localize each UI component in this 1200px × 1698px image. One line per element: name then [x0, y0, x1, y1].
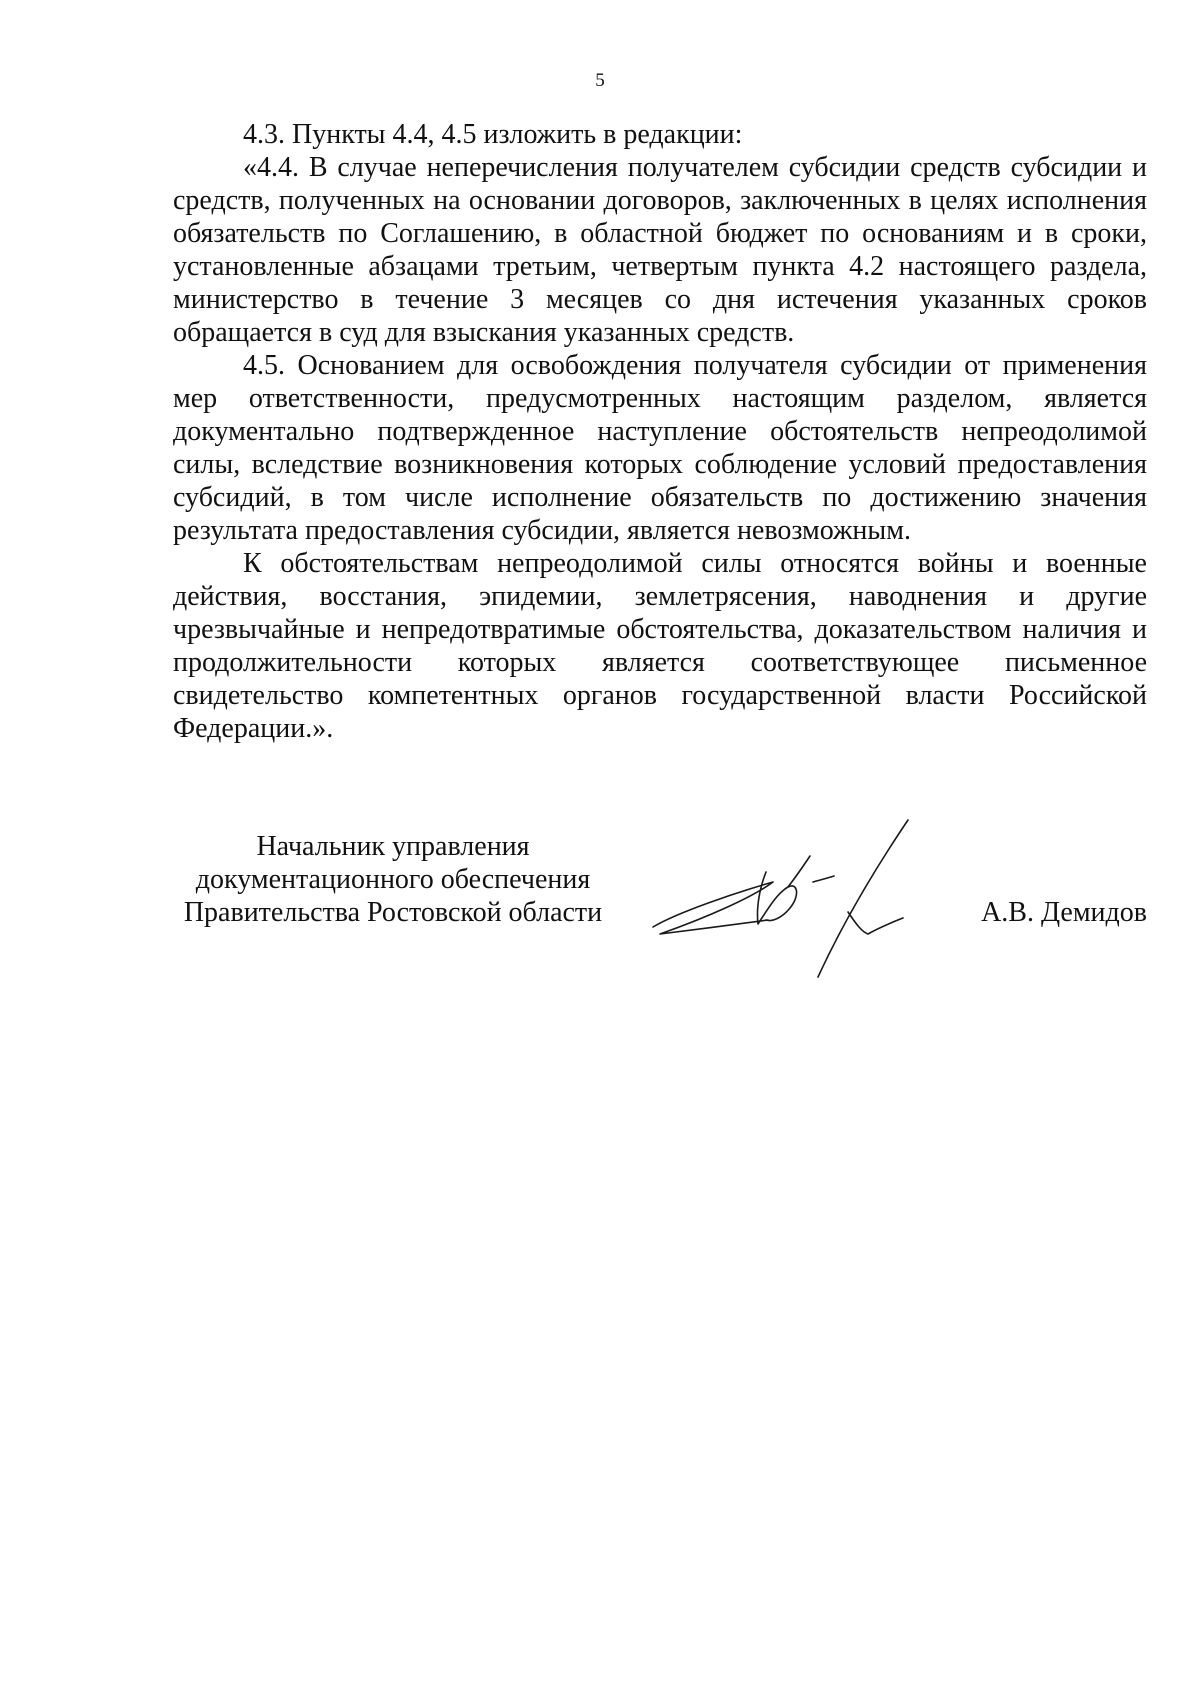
signer-position-line: документационного обеспечения [195, 864, 591, 895]
signer-position [173, 830, 613, 929]
document-body [173, 118, 1147, 745]
signer-position-line: Правительства Ростовской области [183, 897, 603, 928]
paragraph-clause-4-5: 4.5. Основанием для освобождения получателя субсидии от применения мер ответственности, предусмотренных настоящим разделом, является документально подтвержденное наступление обстоятельств непреодолимой силы, вследствие возникновения которых соблюдение условий предоставления субсидий, в том числе исполнение обязательств по достижению значения результата предоставления субсидии, является невозможным. [173, 350, 1147, 546]
paragraph-force-majeure: К обстоятельствам непреодолимой силы относятся войны и военные действия, восстания, эпидемии, землетрясения, наводнения и другие чрезвычайные и непредотвратимые обстоятельства, доказательством наличия и продолжительности которых является соответствующее письменное свидетельство компетентных органов государственной власти Российской Федерации.». [173, 548, 1147, 744]
paragraph-clause-4-4: «4.4. В случае неперечисления получателем субсидии средств субсидии и средств, полученных на основании договоров, заключенных в целях исполнения обязательств по Соглашению, в областной бюджет по основаниям и в сроки, установленные абзацами третьим, четвертым пункта 4.2 настоящего раздела, министерство в течение 3 месяцев со дня истечения указанных сроков обращается в суд для взыскания указанных средств. [173, 152, 1147, 348]
signer-name: А.В. Демидов [981, 897, 1147, 928]
page-number: 5 [595, 70, 605, 91]
paragraph-amendment-intro: 4.3. Пункты 4.4, 4.5 изложить в редакции: [243, 119, 743, 150]
handwritten-signature [648, 812, 948, 982]
signer-position-line: Начальник управления [256, 831, 530, 862]
signature-block [173, 830, 1147, 1030]
